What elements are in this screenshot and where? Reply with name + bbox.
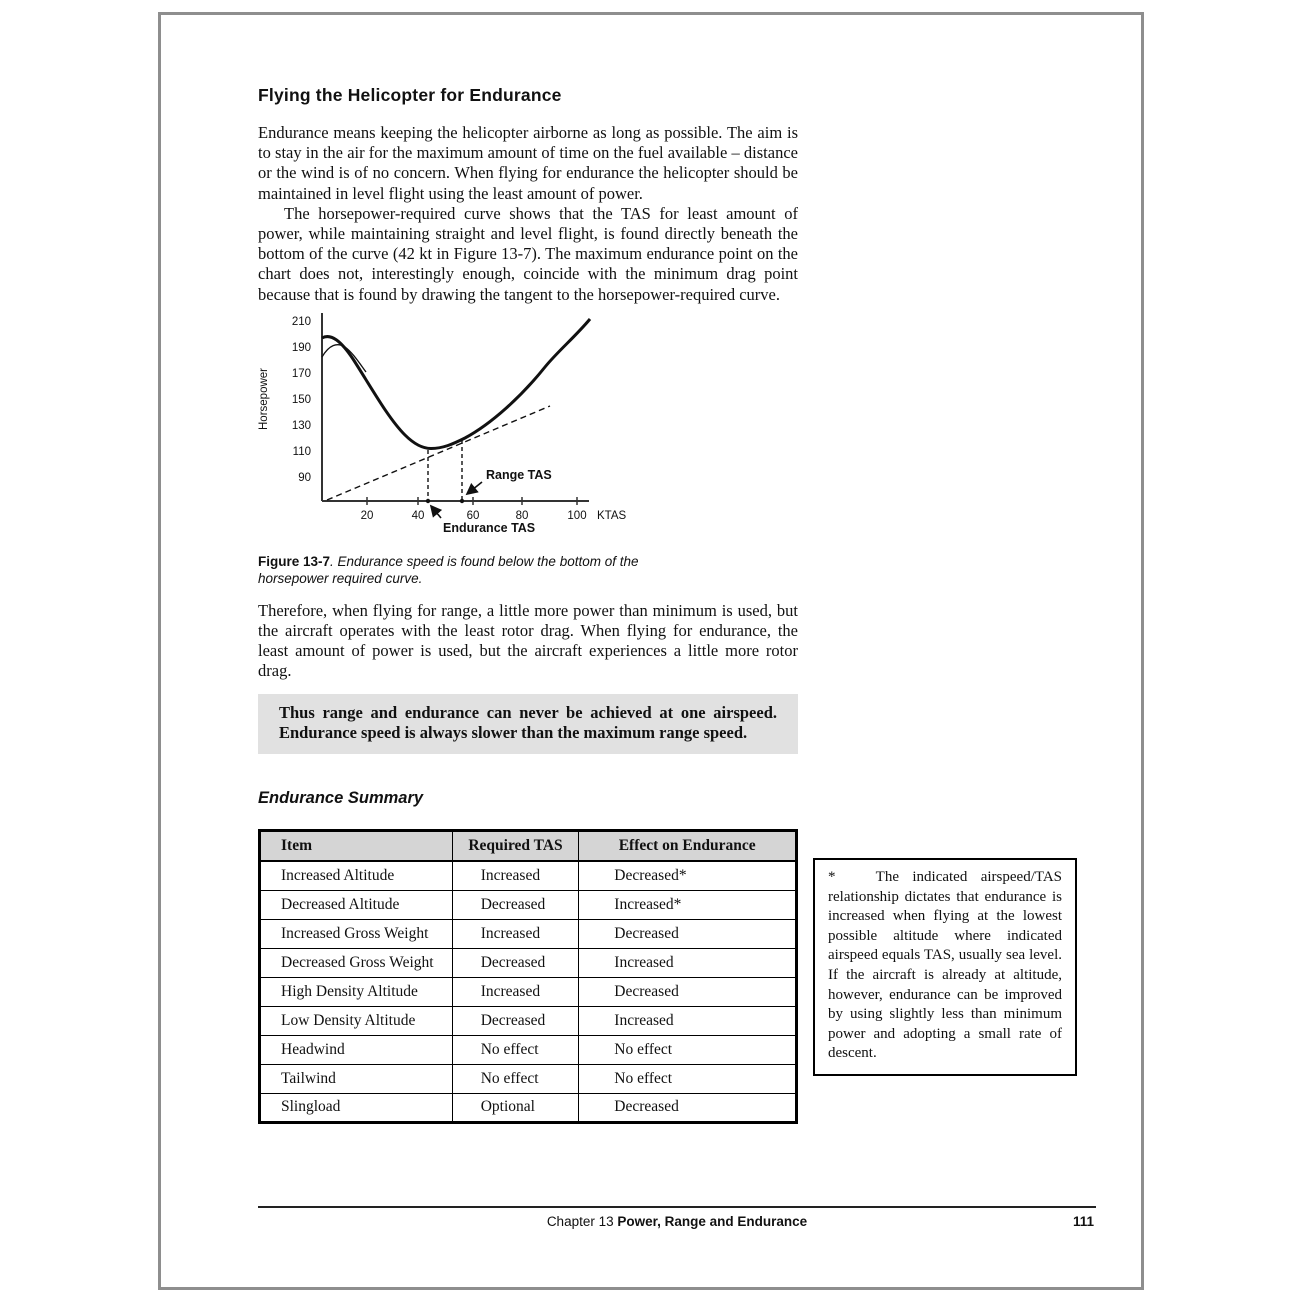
endurance-tas-label: Endurance TAS — [443, 520, 536, 535]
page-footer — [258, 1206, 1096, 1229]
horsepower-required-curve — [322, 319, 590, 449]
figure-caption-text: . Endurance speed is found below the bottom of the horsepower required curve. — [258, 553, 639, 587]
x-tick-20: 20 — [360, 509, 374, 522]
table-row — [260, 1093, 797, 1122]
x-tick-80: 80 — [515, 509, 529, 522]
table-row — [260, 919, 797, 948]
cell-tas: Increased — [452, 977, 579, 1006]
cell-effect: Increased — [579, 948, 797, 977]
cell-item: Low Density Altitude — [260, 1006, 453, 1035]
cell-effect: Increased* — [579, 890, 797, 919]
table-row — [260, 1064, 797, 1093]
table-header-row — [260, 830, 797, 861]
cell-effect: No effect — [579, 1035, 797, 1064]
y-axis-label: Horsepower — [258, 367, 270, 430]
paragraph-endurance-intro: Endurance means keeping the helicopter airborne as long as possible. The aim is to stay in the air for the maximum amount of time on the fuel available – distance or the wind is of no concern. When flying for endurance the helicopter should be maintained in level flight using the least amount of power. — [258, 123, 798, 203]
asterisk-note-box: * The indicated airspeed/TAS relationship dictates that endurance is increased when flying at the lowest possible altitude where indicated airspeed equals TAS, usually sea level. If the aircraft is already at altitude, however, endurance can be improved by using slightly less than minimum power and adopting a small rate of descent. — [813, 858, 1077, 1076]
cell-item: Decreased Altitude — [260, 890, 453, 919]
y-tick-110: 110 — [292, 445, 311, 458]
table-row — [260, 861, 797, 890]
paragraph-horsepower-curve: The horsepower-required curve shows that the TAS for least amount of power, while maintaining straight and level flight, is found directly beneath the bottom of the curve (42 kt in Figure 13-7). The maximum endurance point on the chart does not, interestingly enough, coincide with the minimum drag point because that is found by drawing the tangent to the horsepower-required curve. — [258, 203, 798, 304]
y-tick-210: 210 — [291, 315, 311, 328]
range-point — [460, 499, 464, 503]
paragraph-therefore: Therefore, when flying for range, a little more power than minimum is used, but the aircraft operates with the least rotor drag. When flying for endurance, the least amount of power is used, but the aircraft experiences a little more rotor drag. — [258, 600, 798, 681]
cell-tas: No effect — [452, 1064, 579, 1093]
document-page — [158, 12, 1144, 1290]
cell-item: Headwind — [260, 1035, 453, 1064]
cell-tas: Decreased — [452, 890, 579, 919]
cell-effect: No effect — [579, 1064, 797, 1093]
range-tas-label: Range TAS — [486, 467, 552, 482]
endurance-summary-heading: Endurance Summary — [258, 788, 424, 807]
cell-effect: Decreased — [579, 977, 797, 1006]
x-axis-label: KTAS — [597, 509, 627, 522]
figure-13-7-chart — [253, 311, 643, 543]
table-row — [260, 890, 797, 919]
range-tas-arrow — [467, 482, 482, 494]
x-tick-60: 60 — [466, 509, 480, 522]
y-tick-150: 150 — [291, 393, 311, 406]
footer-rule — [258, 1206, 1096, 1208]
cell-item: Increased Gross Weight — [260, 919, 453, 948]
y-tick-130: 130 — [291, 419, 311, 432]
cell-tas: Increased — [452, 919, 579, 948]
header-effect: Effect on Endurance — [579, 830, 797, 861]
endurance-point — [426, 499, 430, 503]
page-title: Flying the Helicopter for Endurance — [258, 85, 562, 105]
footer-chapter-title: Power, Range and Endurance — [617, 1214, 808, 1229]
footer-chapter-prefix: Chapter 13 — [546, 1214, 618, 1229]
endurance-summary-table — [258, 829, 798, 1124]
table-row — [260, 977, 797, 1006]
x-tick-100: 100 — [567, 509, 587, 522]
cell-effect: Increased — [579, 1006, 797, 1035]
cell-effect: Decreased* — [579, 861, 797, 890]
cell-item: Tailwind — [260, 1064, 453, 1093]
cell-item: Decreased Gross Weight — [260, 948, 453, 977]
cell-item: Increased Altitude — [260, 861, 453, 890]
y-tick-170: 170 — [291, 367, 311, 380]
cell-tas: No effect — [452, 1035, 579, 1064]
x-tick-40: 40 — [411, 509, 425, 522]
header-item: Item — [260, 830, 453, 861]
horsepower-curve-plot — [253, 311, 643, 543]
y-tick-190: 190 — [291, 341, 311, 354]
cell-tas: Optional — [452, 1093, 579, 1122]
tangent-line — [327, 406, 550, 500]
table-row — [260, 1006, 797, 1035]
cell-effect: Decreased — [579, 919, 797, 948]
key-point-callout: Thus range and endurance can never be achieved at one airspeed. Endurance speed is always slower than the maximum range speed. — [258, 694, 798, 754]
figure-caption — [258, 553, 706, 588]
figure-caption-label: Figure 13-7 — [258, 553, 331, 569]
cell-tas: Increased — [452, 861, 579, 890]
table-row — [260, 1035, 797, 1064]
page-number: 111 — [1072, 1214, 1094, 1229]
main-column — [258, 85, 798, 1124]
header-required-tas: Required TAS — [452, 830, 579, 861]
endurance-tas-arrow — [431, 506, 441, 518]
cell-item: High Density Altitude — [260, 977, 453, 1006]
footer-chapter — [258, 1214, 1096, 1229]
table-row — [260, 948, 797, 977]
cell-effect: Decreased — [579, 1093, 797, 1122]
cell-tas: Decreased — [452, 1006, 579, 1035]
cell-item: Slingload — [260, 1093, 453, 1122]
y-tick-90: 90 — [298, 471, 311, 484]
cell-tas: Decreased — [452, 948, 579, 977]
